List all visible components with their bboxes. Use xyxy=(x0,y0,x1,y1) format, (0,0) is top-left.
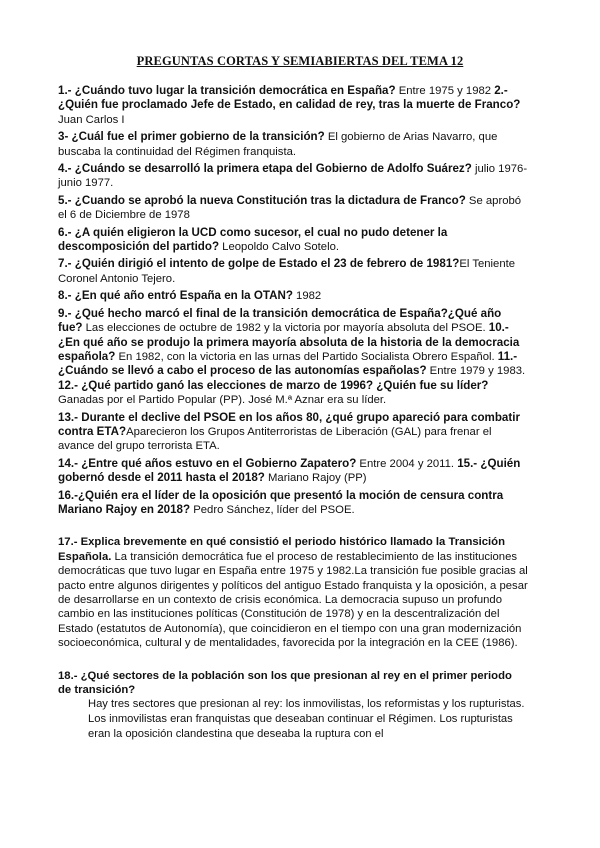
answer-text: Leopoldo Calvo Sotelo. xyxy=(219,241,340,254)
question-text: 5.- ¿Cuando se aprobó la nueva Constitución tras la dictadura de Franco? xyxy=(58,193,466,207)
question-text: 9.- ¿Qué hecho marcó el final de la transición democrática de España?¿Qué año fue? xyxy=(58,306,502,335)
question-item xyxy=(58,669,528,698)
question-item xyxy=(58,457,528,486)
answer-text: Ganadas por el Partido Popular (PP). José M.ª Aznar era su líder. xyxy=(58,394,387,407)
question-text: 1.- ¿Cuándo tuvo lugar la transición democrática en España? xyxy=(58,84,396,97)
question-item xyxy=(58,162,528,191)
question-text: 8.- ¿En qué año entró España en la OTAN? xyxy=(58,289,293,303)
question-text: 4.- ¿Cuándo se desarrolló la primera etapa del Gobierno de Adolfo Suárez? xyxy=(58,162,472,176)
question-text: 18.- ¿Qué sectores de la población son los que presionan al rey en el primer periodo de transición? xyxy=(58,669,512,697)
answer-text: La transición democrática fue el proceso de restablecimiento de las instituciones democráticas que tuvo lugar en España entre 1975 y 1982.La transición fue posible gracias al pacto entre algunos dirigentes y políticos del antiguo Estado franquista y la oposición, a pesar de desarrollarse en un contexto de crisis económica. La democracia supuso un profundo cambio en las instituciones políticas (Constitución de 1978) y en la descentralización del Estado (estatutos de Autonomía), que coincidieron en el tiempo con una gran modernización socioeconómica, cultural y de mentalidades, favorecida por la integración en la CEE (1986). xyxy=(58,550,528,650)
question-item xyxy=(58,411,528,454)
question-item xyxy=(58,289,528,303)
page-title: PREGUNTAS CORTAS Y SEMIABIERTAS DEL TEMA 12 xyxy=(136,54,464,68)
answer-text: El gobierno de Arias Navarro, que buscaba la continuidad del Régimen franquista. xyxy=(58,131,498,158)
question-text: 7.- ¿Quién dirigió el intento de golpe de Estado el 23 de febrero de 1981? xyxy=(58,257,460,271)
long-question-18 xyxy=(58,669,528,742)
question-text: 10.- ¿En qué año se produjo la primera mayoría absoluta de la historia de la democracia española? xyxy=(58,321,520,363)
question-text: 11.- ¿Cuándo se llevó a cabo el proceso de las autonomías españolas? xyxy=(58,349,518,378)
question-text: 2.- ¿Quién fue proclamado Jefe de Estado, en calidad de rey, tras la muerte de Franco? xyxy=(58,84,521,112)
long-question-17 xyxy=(58,535,528,650)
answer-text: Se aprobó el 6 de Diciembre de 1978 xyxy=(58,194,522,222)
question-text: 6.- ¿A quién eligieron la UCD como sucesor, el cual no pudo detener la descomposición del partido? xyxy=(58,225,448,254)
question-text: 16.-¿Quién era el líder de la oposición que presentó la moción de censura contra Mariano Rajoy en 2018? xyxy=(58,488,504,516)
answer-text: Entre 1975 y 1982 xyxy=(395,85,495,97)
answer-text: En 1982, con la victoria en las urnas del Partido Socialista Obrero Español. xyxy=(115,350,498,363)
question-text: 13.- Durante el declive del PSOE en los años 80, ¿qué grupo apareció para combatir contra ETA? xyxy=(58,410,520,438)
answer-text: Aparecieron los Grupos Antiterroristas de Liberación (GAL) para frenar el avance del grupo terrorista ETA. xyxy=(58,425,492,453)
answer-text: 1982 xyxy=(292,290,322,303)
question-item xyxy=(58,194,528,223)
question-text: 17.- Explica brevemente en qué consistió el periodo histórico llamado la Transición Española. xyxy=(58,536,505,563)
question-item xyxy=(58,257,528,286)
answer-text: Mariano Rajoy (PP) xyxy=(264,472,367,485)
question-item xyxy=(58,226,528,255)
answer-text: Entre 2004 y 2011. xyxy=(356,457,458,470)
question-item xyxy=(58,84,528,127)
answer-text: El Teniente Coronel Antonio Tejero. xyxy=(58,258,516,285)
answer-text: Las elecciones de octubre de 1982 y la victoria por mayoría absoluta del PSOE. xyxy=(82,322,489,335)
answer-text: Pedro Sánchez, líder del PSOE. xyxy=(190,503,355,516)
answer-text: julio 1976- junio 1977. xyxy=(58,163,528,190)
answer-text: Hay tres sectores que presionan al rey: los inmovilistas, los reformistas y los rupturistas. Los inmovilistas eran franquistas que deseaban continuar el Régimen. Los rupturistas eran la oposición clandestina que deseaba la ruptura con el xyxy=(88,698,525,741)
question-item xyxy=(58,489,528,518)
question-item xyxy=(58,130,528,159)
question-text: 15.- ¿Quién gobernó desde el 2011 hasta el 2018? xyxy=(58,456,521,485)
question-text: 14.- ¿Entre qué años estuvo en el Gobierno Zapatero? xyxy=(58,456,357,470)
question-item xyxy=(58,307,528,408)
question-item xyxy=(58,535,528,650)
question-text: 12.- ¿Qué partido ganó las elecciones de marzo de 1996? ¿Quién fue su líder? xyxy=(58,378,489,392)
answer-text: Entre 1979 y 1983. xyxy=(426,365,526,378)
answer-text: Juan Carlos I xyxy=(58,113,125,126)
document-body xyxy=(58,84,528,742)
question-text: 3- ¿Cuál fue el primer gobierno de la transición? xyxy=(58,130,325,144)
